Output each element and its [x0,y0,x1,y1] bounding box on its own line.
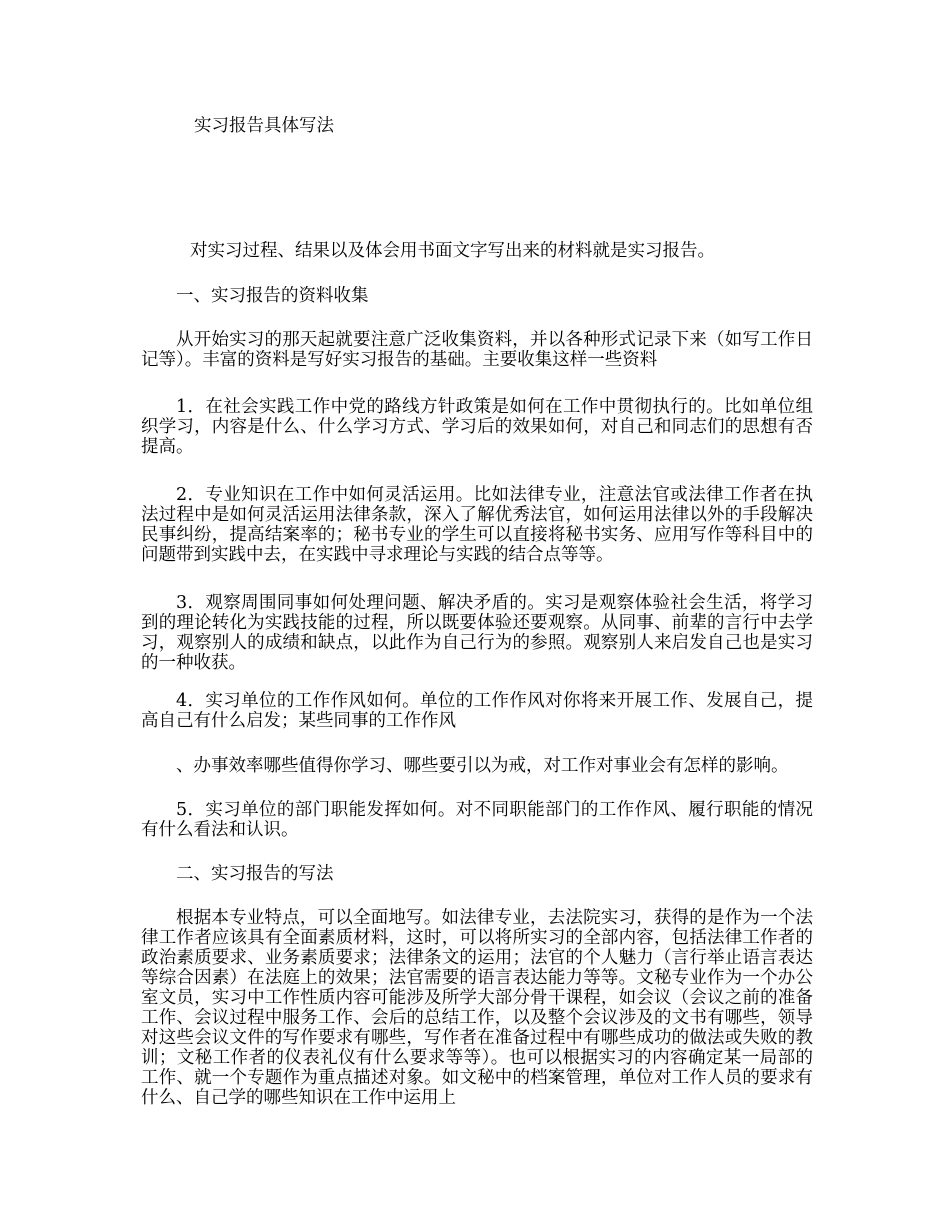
section-heading-2: 二、实习报告的写法 [176,864,334,884]
intro-paragraph: 对实习过程、结果以及体会用书面文字写出来的材料就是实习报告。 [190,241,715,261]
paragraph-item-3: 3．观察周围同事如何处理问题、解决矛盾的。实习是观察体验社会生活，将学习到的理论转化为实践技能的过程，所以既要体验还要观察。从同事、前辈的言行中去学习，观察别人的成绩和缺点，以此作为自己行为的参照。观察别人来启发自己也是实习的一种收获。 [141,593,813,673]
section-heading-1: 一、实习报告的资料收集 [176,286,369,306]
paragraph-collect: 从开始实习的那天起就要注意广泛收集资料，并以各种形式记录下来（如写工作日记等）。丰富的资料是写好实习报告的基础。主要收集这样一些资料 [141,330,813,370]
paragraph-item-4-continued: 、办事效率哪些值得你学习、哪些要引以为戒，对工作对事业会有怎样的影响。 [176,756,789,776]
paragraph-item-5: 5．实习单位的部门职能发挥如何。对不同职能部门的工作作风、履行职能的情况有什么看法和认识。 [141,800,813,840]
paragraph-item-1: 1．在社会实践工作中党的路线方针政策是如何在工作中贯彻执行的。比如单位组织学习，内容是什么、什么学习方式、学习后的效果如何，对自己和同志们的思想有否提高。 [141,397,813,457]
paragraph-item-2: 2．专业知识在工作中如何灵活运用。比如法律专业，注意法官或法律工作者在执法过程中是如何灵活运用法律条款，深入了解优秀法官，如何运用法律以外的手段解决民事纠纷，提高结案率的；秘书专业的学生可以直接将秘书实务、应用写作等科目中的问题带到实践中去，在实践中寻求理论与实践的结合点等等。 [141,485,813,565]
document-title: 实习报告具体写法 [194,116,334,136]
paragraph-item-4: 4．实习单位的工作作风如何。单位的工作作风对你将来开展工作、发展自己，提高自己有什么启发；某些同事的工作作风 [141,691,813,731]
paragraph-writing-method: 根据本专业特点，可以全面地写。如法律专业，去法院实习，获得的是作为一个法律工作者应该具有全面素质材料，这时，可以将所实习的全部内容，包括法律工作者的政治素质要求、业务素质要求；法律条文的运用；法官的个人魅力（言行举止语言表达等综合因素）在法庭上的效果；法官需要的语言表达能力等等。文秘专业作为一个办公室文员，实习中工作性质内容可能涉及所学大部分骨干课程，如会议（会议之前的准备工作、会议过程中服务工作、会后的总结工作，以及整个会议涉及的文书有哪些，领导对这些会议文件的写作要求有哪些，写作者在准备过程中有哪些成功的做法或失败的教训；文秘工作者的仪表礼仪有什么要求等等）。也可以根据实习的内容确定某一局部的工作、就一个专题作为重点描述对象。如文秘中的档案管理，单位对工作人员的要求有什么、自己学的哪些知识在工作中运用上 [141,908,813,1108]
